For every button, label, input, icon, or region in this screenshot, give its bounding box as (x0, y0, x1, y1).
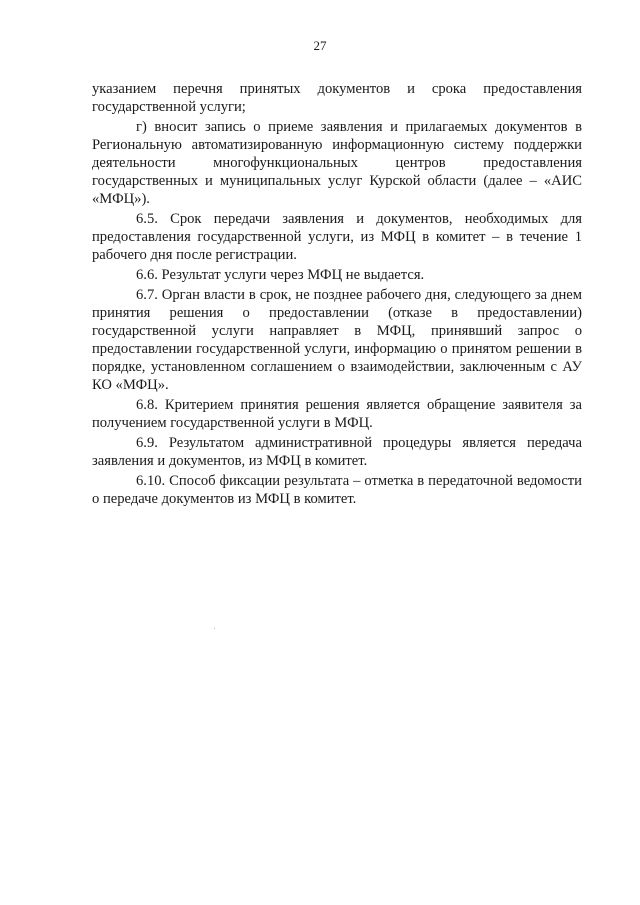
paragraph-6-9: 6.9. Результатом административной процедуры является передача заявления и документов, из МФЦ в комитет. (92, 435, 582, 469)
paragraph-6-8: 6.8. Критерием принятия решения является обращение заявителя за получением государственной услуги в МФЦ. (92, 397, 582, 431)
scan-speck (214, 628, 215, 629)
paragraph-6-5: 6.5. Срок передачи заявления и документов, необходимых для предоставления государственной услуги, из МФЦ в комитет – в течение 1 рабочего дня после регистрации. (92, 211, 582, 263)
paragraph-continuation: указанием перечня принятых документов и срока предоставления государственной услуги; (92, 81, 582, 115)
paragraph-6-10: 6.10. Способ фиксации результата – отметка в передаточной ведомости о передаче документов из МФЦ в комитет. (92, 473, 582, 507)
document-body (92, 80, 582, 510)
paragraph-6-7: 6.7. Орган власти в срок, не позднее рабочего дня, следующего за днем принятия решения о предоставлении (отказе в предоставлении) государственной услуги направляет в МФЦ, принявший запрос о предоставлении государственной услуги, информацию о принятом решении в порядке, установленном соглашением о взаимодействии, заключенным с АУ КО «МФЦ». (92, 287, 582, 393)
paragraph-6-6: 6.6. Результат услуги через МФЦ не выдается. (136, 267, 425, 283)
page-number: 27 (313, 38, 327, 53)
paragraph-item-g: г) вносит запись о приеме заявления и прилагаемых документов в Региональную автоматизированную информационную систему поддержки деятельности многофункциональных центров предоставления государственных и муниципальных услуг Курской области (далее – «АИС «МФЦ»). (92, 119, 582, 207)
